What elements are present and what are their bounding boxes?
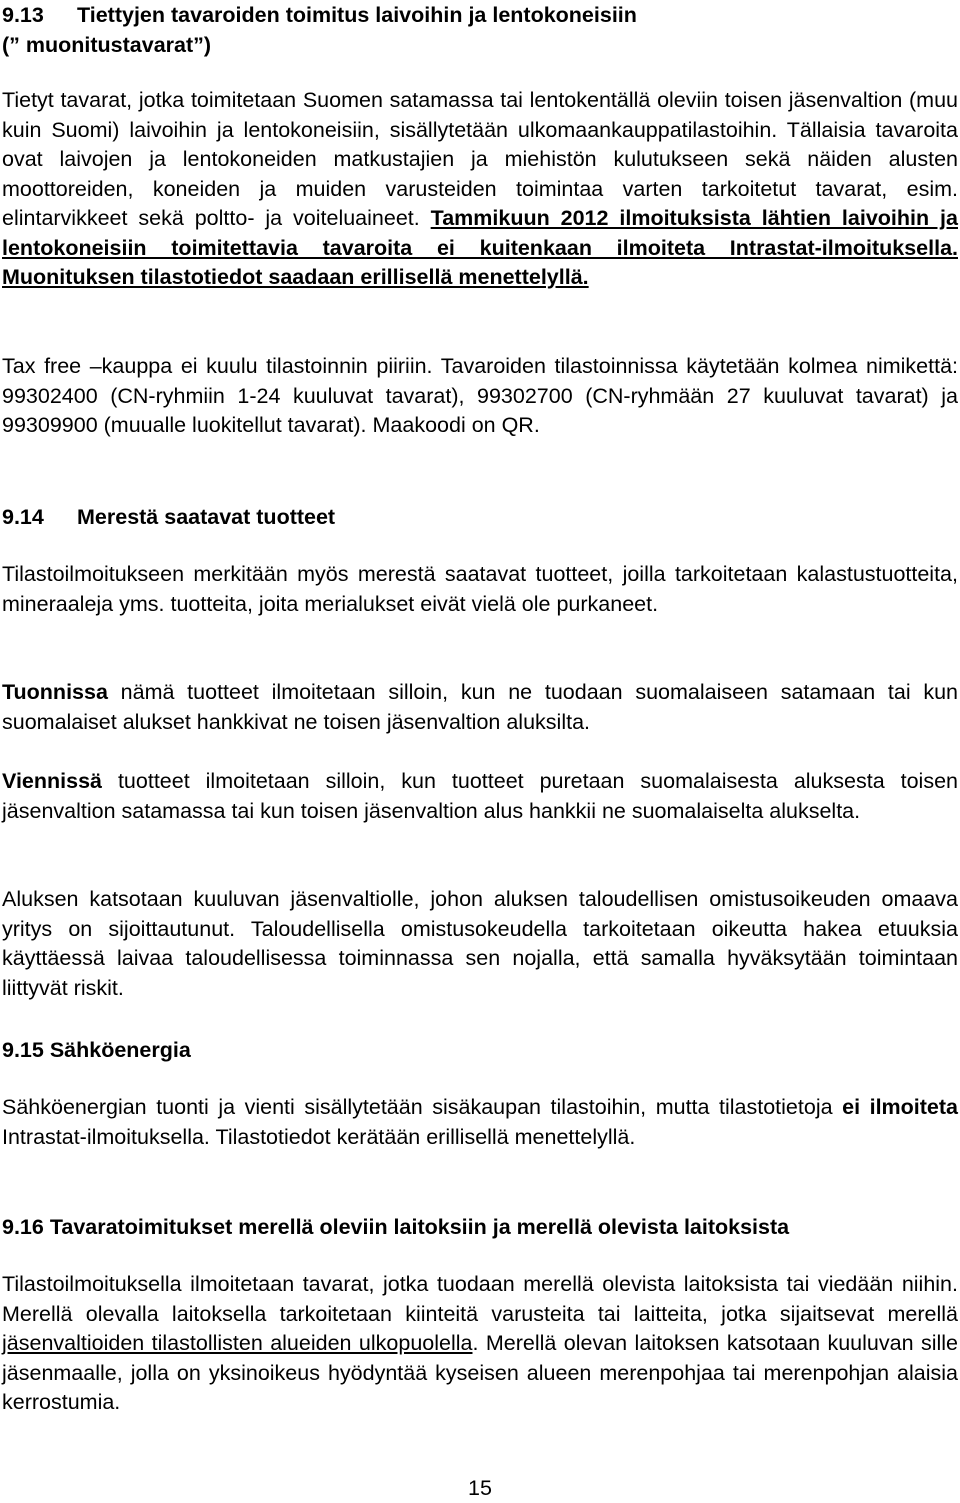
paragraph-viennissa [2, 767, 958, 826]
paragraph-muonitus [2, 86, 958, 293]
section-number: 9.13 [2, 3, 44, 27]
paragraph-meresta: Tilastoilmoitukseen merkitään myös merestä saatavat tuotteet, joilla tarkoitetaan kalastustuotteita, mineraaleja yms. tuotteita, joita merialukset eivät vielä ole purkaneet. [2, 562, 958, 616]
keyword-ei-ilmoiteta: ei ilmoiteta [842, 1095, 958, 1119]
section-9-13-heading [2, 0, 958, 60]
underlined-phrase: jäsenvaltioiden tilastollisten alueiden ulkopuolella [2, 1331, 473, 1355]
paragraph-text: Tilastoilmoituksella ilmoitetaan tavarat, jotka tuodaan merellä olevista laitoksista tai viedään niihin. Merellä olevalla laitoksella tarkoitetaan kiinteitä varusteita tai laitteita, jotka sijaitsevat merellä [2, 1272, 958, 1326]
section-title: Merestä saatavat tuotteet [77, 505, 336, 529]
paragraph-text: nämä tuotteet ilmoitetaan silloin, kun ne tuodaan suomalaiseen satamaan tai kun suomalaiset alukset hankkivat ne toisen jäsenvaltion aluksilta. [2, 680, 958, 734]
paragraph-text: Tietyt tavarat, jotka toimitetaan Suomen satamassa tai lentokentällä oleviin toisen jäsenvaltion (muu kuin Suomi) laivoihin ja lentokoneisiin, sisällytetään ulkomaankauppatilastoihin. Tällaisia tavaroita ovat laivojen ja lentokoneiden matkustajien ja miehistön kulutukseen sekä näiden alusten moottoreiden, koneiden ja muiden varusteiden toimintaa varten tarkoitetut tavarat, esim. elintarvikkeet sekä poltto- ja voiteluaineet. [2, 88, 958, 230]
section-9-16-heading: 9.16 Tavaratoimitukset merellä oleviin laitoksiin ja merellä olevista laitoksista [2, 1215, 790, 1239]
paragraph-text: tuotteet ilmoitetaan silloin, kun tuotteet puretaan suomalaisesta aluksesta toisen jäsenvaltion satamassa tai kun toisen jäsenvaltion alus hankkii ne suomalaiselta alukselta. [2, 769, 958, 823]
page-number: 15 [468, 1476, 492, 1500]
section-title-line-2: (” muonitustavarat”) [2, 33, 212, 57]
paragraph-tax-free: Tax free –kauppa ei kuulu tilastoinnin piiriin. Tavaroiden tilastoinnissa käytetään kolmea nimikettä: 99302400 (CN-ryhmiin 1-24 kuuluvat tavarat), 99302700 (CN-ryhmään 27 kuuluvat tavarat) ja 99309900 (muualle luokitellut tavarat). Maakoodi on QR. [2, 354, 958, 437]
section-9-15-heading: 9.15 Sähköenergia [2, 1038, 191, 1062]
paragraph-tuonnissa [2, 678, 958, 737]
paragraph-text: . Merellä olevan laitoksen katsotaan kuuluvan sille jäsenmaalle, jolla on yksinoikeus hyödyntää kyseisen alueen merenpohjaa tai merenpohjan alaisia kerrostumia. [2, 1331, 958, 1414]
paragraph-text: Sähköenergian tuonti ja vienti sisällytetään sisäkaupan tilastoihin, mutta tilastotietoja [2, 1095, 843, 1119]
keyword-viennissa: Viennissä [2, 769, 102, 793]
paragraph-sahkoenergia [2, 1093, 958, 1152]
keyword-tuonnissa: Tuonnissa [2, 680, 108, 704]
paragraph-merella-olevat [2, 1270, 958, 1418]
paragraph-emphasis: Tammikuun 2012 ilmoituksista lähtien laivoihin ja lentokoneisiin toimitettavia tavaroita ei kuitenkaan ilmoiteta Intrastat-ilmoituksella. Muonituksen tilastotiedot saadaan erillisellä menettelyllä. [2, 206, 958, 289]
section-9-14-heading [2, 502, 958, 532]
section-title-line-1: Tiettyjen tavaroiden toimitus laivoihin ja lentokoneisiin [77, 3, 637, 27]
section-number: 9.14 [2, 505, 44, 529]
paragraph-text: Intrastat-ilmoituksella. Tilastotiedot kerätään erillisellä menettelyllä. [2, 1124, 636, 1149]
paragraph-aluksen: Aluksen katsotaan kuuluvan jäsenvaltiolle, johon aluksen taloudellisen omistusoikeuden omaava yritys on sijoittautunut. Taloudellisella omistusokeudella tarkoitetaan oikeutta hakea etuuksia käyttäessä laivaa taloudellisessa toiminnassa sen nojalla, että samalla hyväksytään toimintaan liittyvät riskit. [2, 887, 958, 1000]
